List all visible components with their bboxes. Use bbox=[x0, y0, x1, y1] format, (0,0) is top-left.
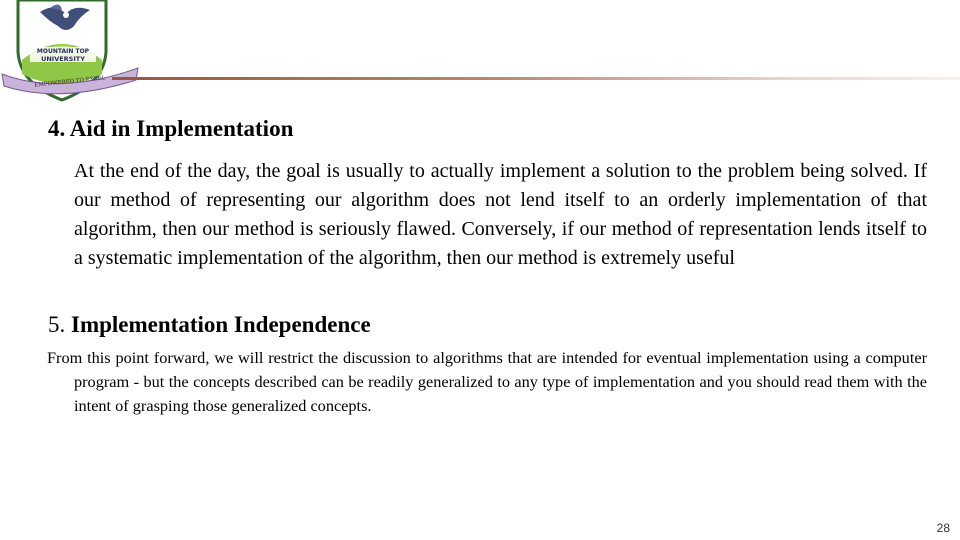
section-number: 5. bbox=[48, 312, 66, 337]
section-title: Implementation Independence bbox=[71, 312, 371, 337]
header-divider bbox=[112, 77, 960, 80]
section-body-implementation-independence: From this point forward, we will restrict the discussion to algorithms that are intended for eventual implementation using a computer program - but the concepts described can be readily generalized to any type of implementation and you should read them with the intent of grasping those generalized concepts. bbox=[47, 348, 927, 415]
svg-text:MOUNTAIN TOP: MOUNTAIN TOP bbox=[36, 48, 90, 55]
page-number: 28 bbox=[936, 521, 950, 535]
university-crest-icon bbox=[0, 0, 140, 104]
section-heading-aid-in-implementation: 4. Aid in Implementation bbox=[48, 116, 294, 141]
svg-text:EMPOWERED TO EXCEL: EMPOWERED TO EXCEL bbox=[34, 75, 106, 89]
section-heading-implementation-independence bbox=[48, 312, 371, 338]
svg-text:UNIVERSITY: UNIVERSITY bbox=[41, 55, 85, 63]
section-body-aid-in-implementation: At the end of the day, the goal is usually to actually implement a solution to the problem being solved. If our method of representing our algorithm does not lend itself to an orderly implementation of that algorithm, then our method is seriously flawed. Conversely, if our method of representation lends itself to a systematic implementation of the algorithm, then our method is extremely useful bbox=[74, 160, 927, 269]
